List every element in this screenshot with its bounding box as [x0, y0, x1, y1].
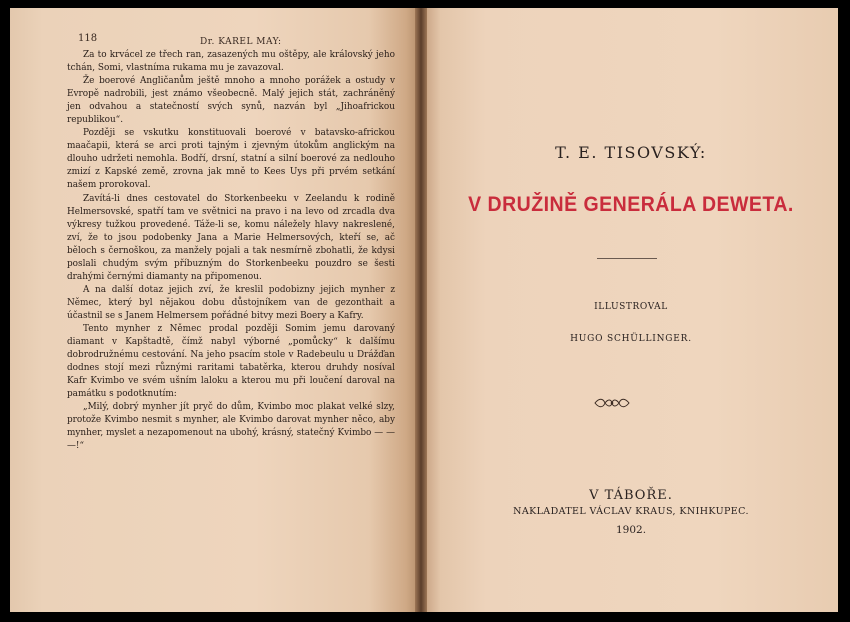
- paragraph: Zavítá-li dnes cestovatel do Storkenbeeku v Zeelandu k rodině Helmersovské, spatří tam ve světnici na pravo i na levo od zrcadla dva výkresy tužkou provedené. Táže-li se, komu náležely hlavy nakreslené, zví, že to jsou podobenky Jana a Marie Helmersových, kteří se, ač běloch s černoškou, za manžely pojali a tak nesmírně zbohatli, že kdysi poslali chudým svým příbuzným do Storkenbeeku pouzdro se šesti drahými černými diamanty na připomenou.: [67, 193, 395, 282]
- title-divider: [597, 258, 657, 259]
- left-page-body: [67, 49, 395, 453]
- author-name: T. E. TISOVSKÝ:: [555, 143, 707, 162]
- illustrator-name: HUGO SCHÜLLINGER.: [570, 334, 692, 344]
- illustrated-label: ILLUSTROVAL: [594, 302, 668, 312]
- page-number: 118: [78, 33, 98, 44]
- paragraph: A na další dotaz jejich zví, že kreslil podobizny jejich mynher z Němec, který byl nějakou dobu důstojníkem van de gezonthait a účastnil se s Janem Helmersem pořádné bitvy mezi Boery a Kafry.: [67, 284, 395, 321]
- publisher-line: NAKLADATEL VÁCLAV KRAUS, KNIHKUPEC.: [513, 506, 749, 517]
- paragraph: „Milý, dobrý mynher jít pryč do dům, Kvimbo moc plakat velké slzy, protože Kvimbo nesmit s mynher, ale Kvimbo darovat mynher něco, aby mynher, myslet a nezapomenout na ubohý, krásný, statečný Kvimbo — — —!“: [67, 402, 395, 452]
- book-title: V DRUŽINĚ GENERÁLA DEWETA.: [468, 193, 794, 216]
- publication-city: V TÁBOŘE.: [589, 488, 673, 503]
- paragraph: Že boerové Angličanům ještě mnoho a mnoho porážek a ostudy v Evropě nadrobili, jest známo všeobecně. Malý jejich stát, zachráněný jen odvahou a statečností svých synů, nazván byl „Jihoafrickou republikou“.: [67, 76, 395, 126]
- paragraph: Tento mynher z Němec prodal později Somim jemu darovaný diamant v Kapštadtě, čímž nabyl výborné „pomůcky“ k dalšímu dobrodružnému cestování. Na jeho psacím stole v Radebeulu u Drážďan dodnes stojí mezi různými raritami tabatěrka, kterou druhdy nosíval Kafr Kvimbo ve svém ušním laloku a kterou mu při loučení daroval na památku s podotknutím:: [67, 323, 395, 400]
- publication-year: 1902.: [615, 524, 647, 536]
- running-head: Dr. KAREL MAY:: [200, 37, 282, 47]
- paragraph: Později se vskutku konstituovali boerové v batavsko-africkou maačapii, která se arci proti tajným i zjevným útokům anglickým na dlouho udržeti nemohla. Bodří, drsní, statní a silní boerové za nedlouho zmizí z Kapské země, zrovna jak mně to Kees Uys při prvém setkání našem prorokoval.: [67, 128, 395, 191]
- scroll-ornament-icon: [593, 396, 631, 410]
- paragraph: Za to krvácel ze třech ran, zasazených mu oštěpy, ale královský jeho tchán, Somi, vlastníma rukama mu je zavazoval.: [67, 50, 395, 74]
